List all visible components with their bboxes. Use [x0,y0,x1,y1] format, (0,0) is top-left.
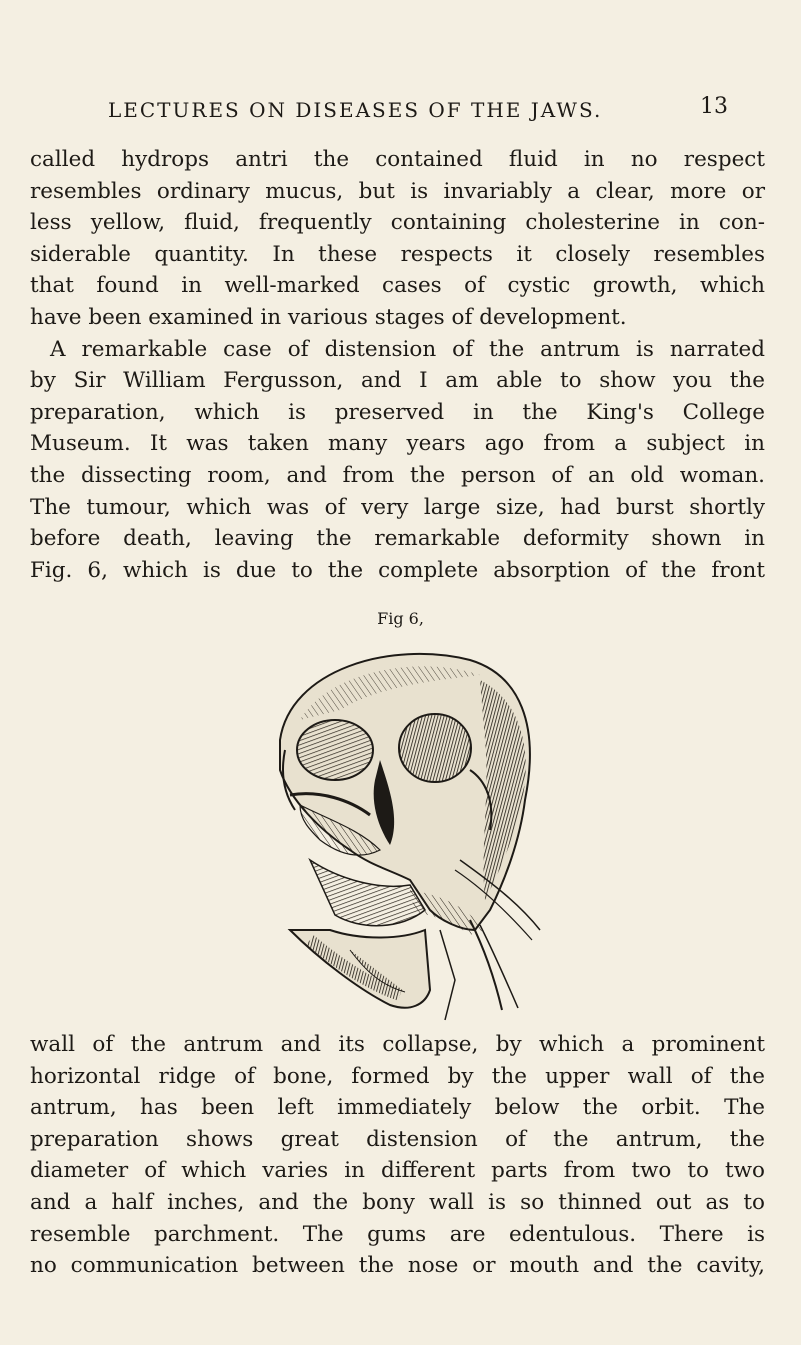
text-line: resemble parchment. The gums are edentulous. There is [30,1221,765,1247]
text-line: The tumour, which was of very large size, had burst shortly [30,494,765,520]
text-line: antrum, has been left immediately below the orbit. The [30,1095,765,1121]
text-line: siderable quantity. In these respects it closely resembles [30,241,765,267]
page-number: 13 [700,94,728,119]
text-line: have been examined in various stages of development. [30,304,627,330]
text-line: called hydrops antri the contained fluid in no respect [30,147,765,172]
paragraph-top [30,144,765,586]
skull-illustration [240,630,550,1022]
skull-engraving-figure [240,630,550,1022]
text-line: resembles ordinary mucus, but is invariably a clear, more or [30,178,765,204]
text-line: wall of the antrum and its collapse, by which a prominent [30,1032,765,1057]
text-line: the dissecting room, and from the person of an old woman. [30,462,765,488]
text-line: that found in well-marked cases of cystic growth, which [30,273,765,299]
text-line: before death, leaving the remarkable deformity shown in [30,526,765,552]
text-line: A remarkable case of distension of the antrum is narrated [50,336,765,362]
text-line: by Sir William Fergusson, and I am able to show you the [30,368,765,394]
paragraph-bottom [30,1029,765,1282]
left-orbit [297,720,373,780]
text-line: preparation shows great distension of the antrum, the [30,1126,765,1152]
text-line: preparation, which is preserved in the King's College [30,399,765,425]
figure-caption: Fig 6, [377,609,424,628]
text-line: and a half inches, and the bony wall is so thinned out as to [30,1189,765,1215]
text-line: Fig. 6, which is due to the complete absorption of the front [30,557,765,583]
right-orbit [399,714,471,782]
text-line: no communication between the nose or mouth and the cavity, [30,1253,765,1279]
text-line: diameter of which varies in different parts from two to two [30,1158,765,1184]
running-head: LECTURES ON DISEASES OF THE JAWS. [108,98,603,122]
text-line: Museum. It was taken many years ago from a subject in [30,431,765,457]
text-line: horizontal ridge of bone, formed by the upper wall of the [30,1063,765,1089]
text-line: less yellow, fluid, frequently containing cholesterine in con- [30,210,765,236]
